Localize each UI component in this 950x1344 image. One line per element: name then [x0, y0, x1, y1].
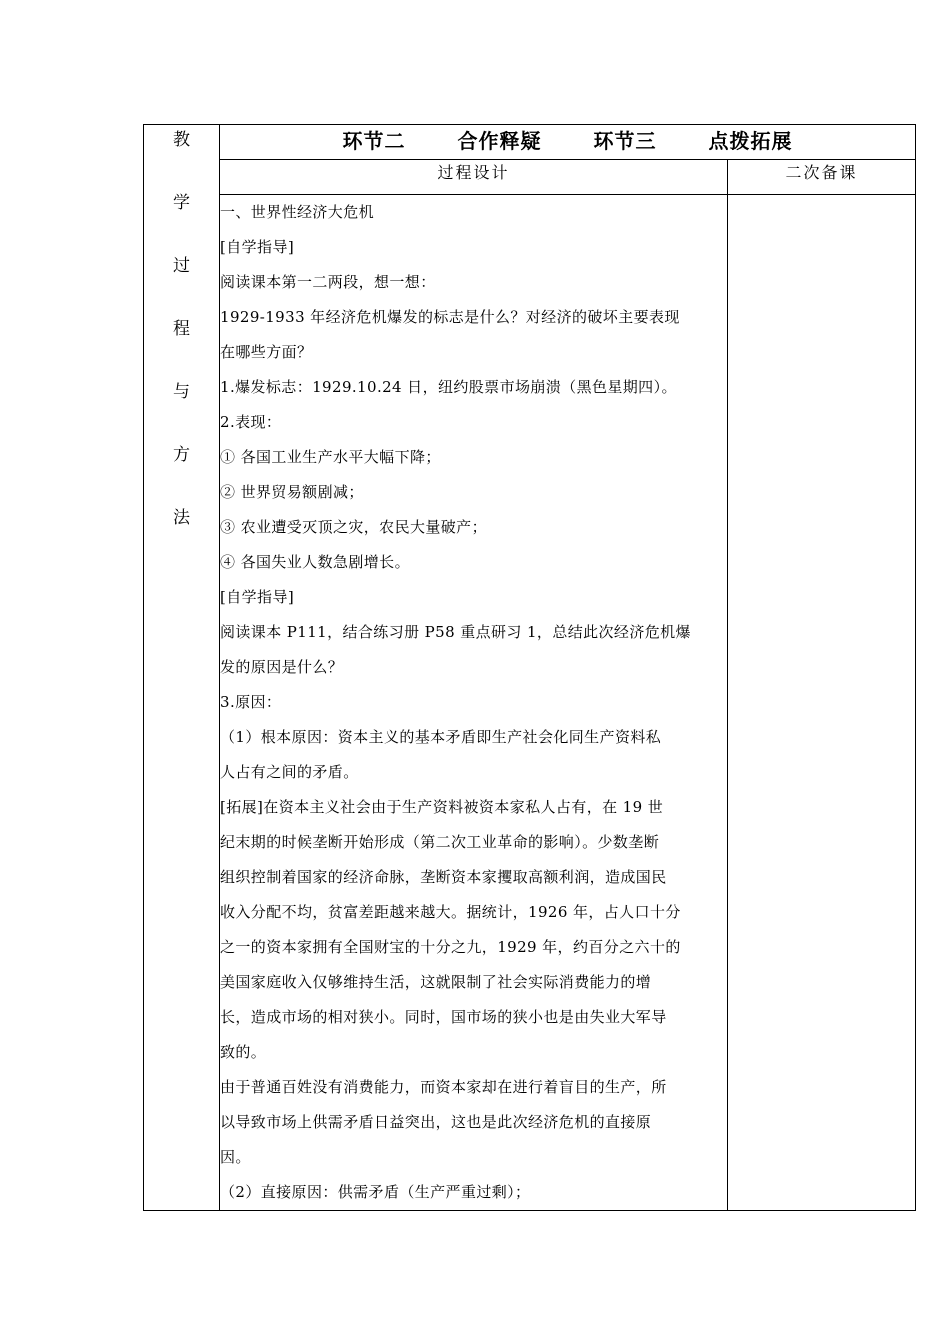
- content-line: 1.爆发标志：1929.10.24 日，纽约股票市场崩溃（黑色星期四）。: [220, 378, 677, 396]
- content-line: 1929-1933 年经济危机爆发的标志是什么？对经济的破坏主要表现: [220, 308, 680, 326]
- content-line: 组织控制着国家的经济命脉，垄断资本家攫取高额利润，造成国民: [220, 868, 667, 886]
- content-line: ④ 各国失业人数急剧增长。: [220, 553, 410, 571]
- revision-notes-cell: [728, 195, 916, 1211]
- section-heading: [220, 125, 916, 160]
- heading-part2: 合作释疑: [457, 129, 542, 153]
- heading-part3: 环节三: [593, 129, 657, 153]
- side-label-char: 教: [173, 130, 190, 150]
- side-label-char: 法: [173, 508, 190, 528]
- lesson-plan-table: [143, 124, 916, 1211]
- content-line: [自学指导]: [220, 588, 295, 606]
- content-line: [拓展]在资本主义社会由于生产资料被资本家私人占有，在 19 世: [220, 798, 664, 816]
- content-lines: [220, 195, 727, 1210]
- content-line: （2）直接原因：供需矛盾（生产严重过剩）；: [220, 1183, 531, 1201]
- content-line: 3.原因：: [220, 693, 282, 711]
- side-label-char: 程: [173, 319, 190, 339]
- content-line: 美国家庭收入仅够维持生活，这就限制了社会实际消费能力的增: [220, 973, 652, 991]
- side-label-char: 过: [173, 256, 190, 276]
- content-line: 阅读课本 P111，结合练习册 P58 重点研习 1，总结此次经济危机爆: [220, 623, 691, 641]
- content-line: 一、世界性经济大危机: [220, 203, 375, 221]
- content-line: 在哪些方面？: [220, 343, 313, 361]
- content-line: 收入分配不均，贫富差距越来越大。据统计，1926 年，占人口十分: [220, 903, 681, 921]
- process-content: [220, 195, 728, 1211]
- side-label: [144, 125, 219, 568]
- side-label-char: 学: [173, 193, 190, 213]
- content-line: ① 各国工业生产水平大幅下降；: [220, 448, 441, 466]
- content-line: 人占有之间的矛盾。: [220, 763, 359, 781]
- content-line: 致的。: [220, 1043, 267, 1061]
- content-line: 纪末期的时候垄断开始形成（第二次工业革命的影响）。少数垄断: [220, 833, 660, 851]
- content-line: 发的原因是什么？: [220, 658, 344, 676]
- content-line: 因。: [220, 1148, 251, 1166]
- side-label-char: 与: [173, 382, 190, 402]
- second-revision-header: 二次备课: [728, 160, 916, 195]
- process-design-header: 过程设计: [220, 160, 728, 195]
- content-line: 长，造成市场的相对狭小。同时，国市场的狭小也是由失业大军导: [220, 1008, 667, 1026]
- heading-part4: 点拨拓展: [708, 129, 793, 153]
- heading-part1: 环节二: [342, 129, 406, 153]
- content-line: 以导致市场上供需矛盾日益突出，这也是此次经济危机的直接原: [220, 1113, 652, 1131]
- content-line: 阅读课本第一二两段，想一想：: [220, 273, 436, 291]
- content-line: ③ 农业遭受灭顶之灾，农民大量破产；: [220, 518, 487, 536]
- content-line: 2.表现：: [220, 413, 282, 431]
- side-label-char: 方: [173, 445, 190, 465]
- content-line: [自学指导]: [220, 238, 295, 256]
- content-line: ② 世界贸易额剧减；: [220, 483, 364, 501]
- content-line: 之一的资本家拥有全国财宝的十分之九，1929 年，约百分之六十的: [220, 938, 681, 956]
- content-line: 由于普通百姓没有消费能力，而资本家却在进行着盲目的生产，所: [220, 1078, 667, 1096]
- side-label-cell: [144, 125, 220, 1211]
- content-line: （1）根本原因：资本主义的基本矛盾即生产社会化同生产资料私: [220, 728, 662, 746]
